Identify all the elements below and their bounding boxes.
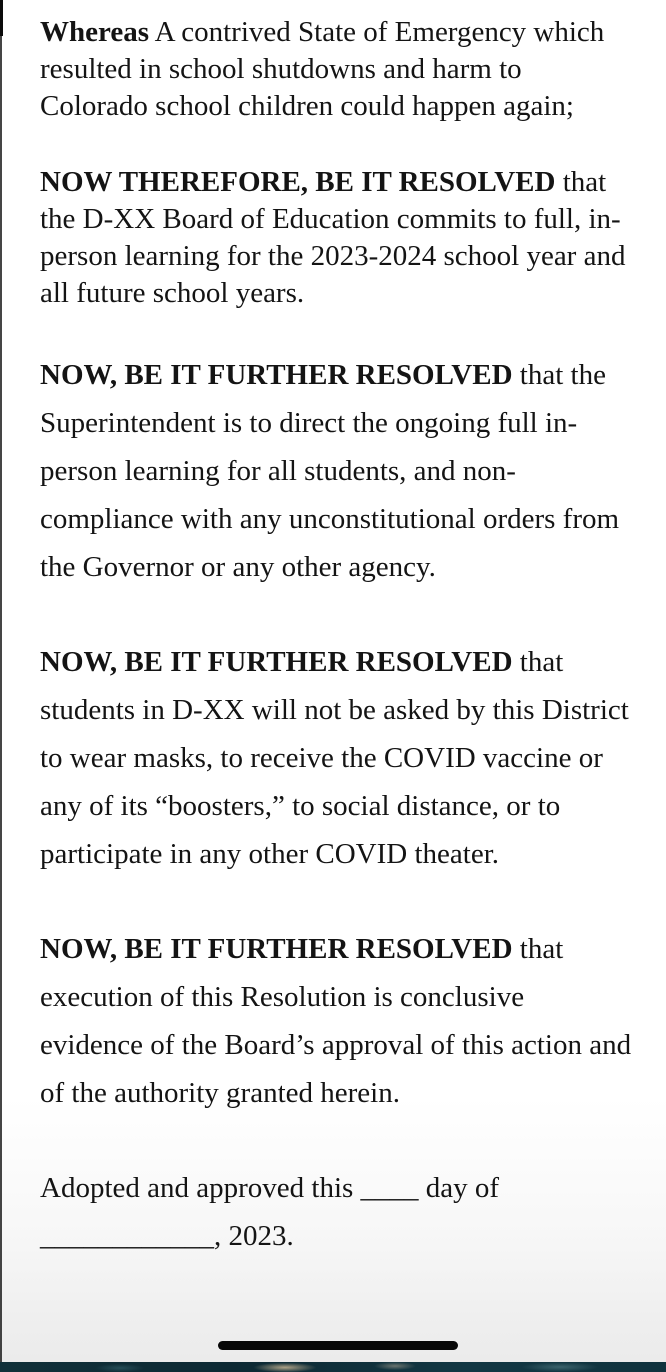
- paragraph-text: A contrived State of Emergency which resulted in school shutdowns and harm to Colorado school children could happen again;: [40, 16, 605, 122]
- paragraph: [40, 925, 634, 1117]
- paragraph-text: Adopted and approved this ____ day of ____________, 2023.: [40, 1172, 500, 1252]
- paragraph-text: that students in D-XX will not be asked by this District to wear masks, to receive the COVID vaccine or any of its “boosters,” to social distance, or to participate in any other COVID theater.: [40, 646, 629, 870]
- paragraph-lead-bold: NOW THEREFORE, BE IT RESOLVED: [40, 166, 556, 198]
- paragraph: [40, 351, 634, 591]
- paragraph-lead-bold: NOW, BE IT FURTHER RESOLVED: [40, 933, 513, 965]
- paragraph: [40, 1164, 634, 1260]
- home-indicator-handle[interactable]: [218, 1341, 458, 1350]
- left-edge-artifact: [0, 0, 2, 1362]
- paragraph-lead-bold: NOW, BE IT FURTHER RESOLVED: [40, 359, 513, 391]
- paragraph-text: that the Superintendent is to direct the ongoing full in-person learning for all students, and non-compliance with any unconstitutional orders from the Governor or any other agency.: [40, 359, 620, 583]
- paragraph: [40, 638, 634, 878]
- paragraph: [40, 14, 634, 125]
- paragraph-lead-bold: Whereas: [40, 16, 150, 48]
- paragraph-text: that execution of this Resolution is conclusive evidence of the Board’s approval of this action and of the authority granted herein.: [40, 933, 632, 1109]
- paragraph: [40, 164, 634, 312]
- paragraph-lead-bold: NOW, BE IT FURTHER RESOLVED: [40, 646, 513, 678]
- paragraph-text: that the D-XX Board of Education commits to full, in-person learning for the 2023-2024 school year and all future school years.: [40, 166, 626, 309]
- wallpaper-background: [0, 1362, 666, 1372]
- top-left-corner-artifact: [0, 0, 3, 36]
